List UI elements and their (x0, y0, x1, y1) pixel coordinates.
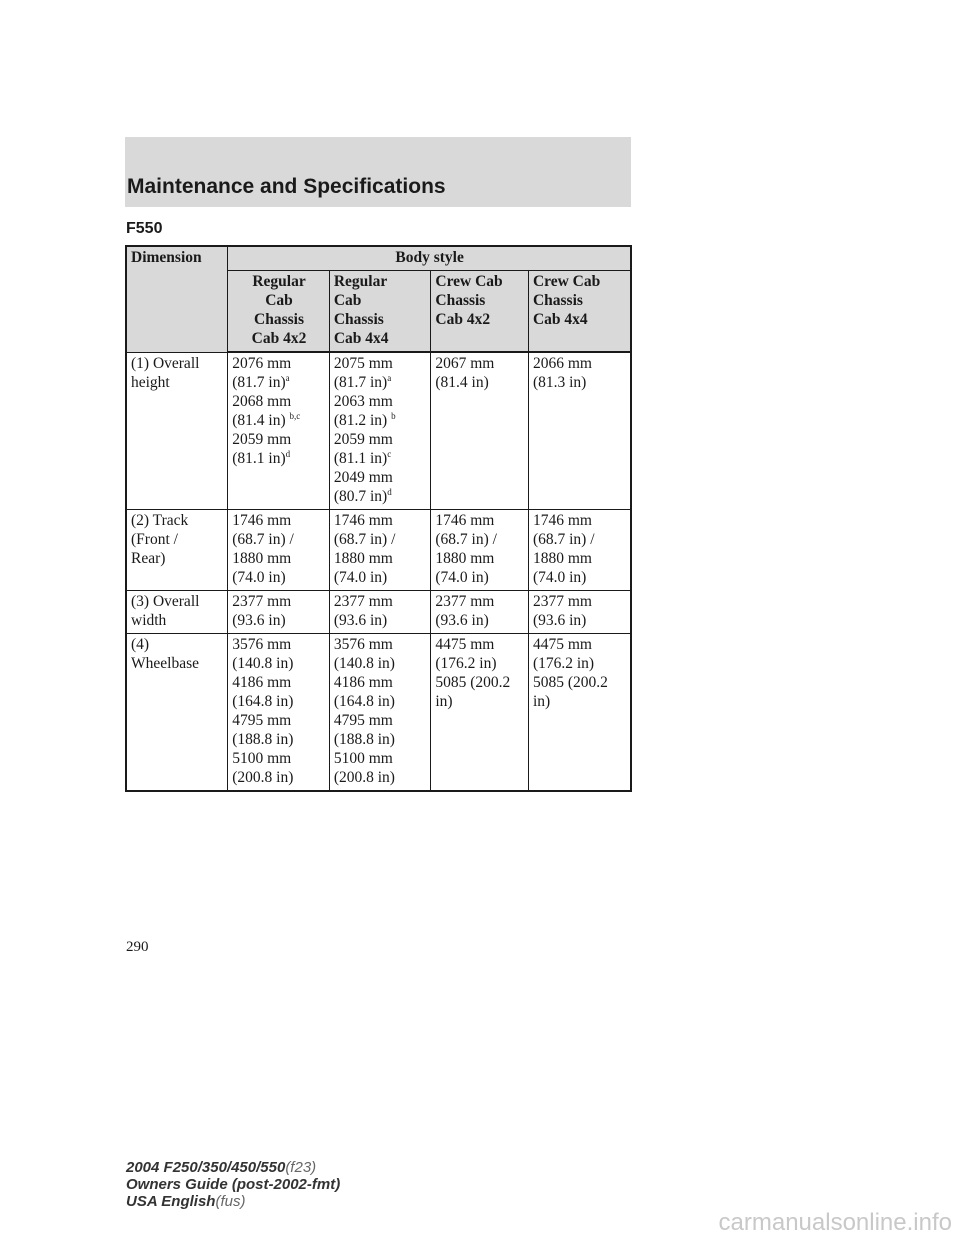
cell-line (533, 611, 627, 630)
cell-line (334, 692, 428, 711)
row-label-line: Wheelbase (131, 655, 199, 672)
cell-value: (80.7 in) (333, 488, 388, 505)
column-header-line: Crew Cab (532, 273, 601, 290)
cell-value: 2067 mm (435, 355, 495, 372)
cell-line (435, 673, 525, 692)
cell-value: in) (435, 693, 453, 710)
cell-line (435, 530, 525, 549)
cell-value: 1746 mm (232, 512, 292, 529)
cell-value: (81.7 in) (333, 374, 388, 391)
cell-value: (140.8 in) (232, 655, 294, 672)
cell-value: (74.0 in) (435, 569, 489, 586)
cell-value: (81.1 in) (333, 450, 388, 467)
cell-line (334, 392, 428, 411)
footnote-marker: a (285, 372, 290, 383)
footer-model: 2004 F250/350/450/550 (126, 1159, 286, 1176)
cell-line (232, 530, 326, 549)
cell-value: 1880 mm (333, 550, 393, 567)
cell-value: (93.6 in) (232, 612, 286, 629)
model-heading: F550 (126, 220, 163, 237)
column-header-line: Cab (265, 292, 293, 309)
cell-value: in) (532, 693, 551, 710)
table-row (126, 591, 631, 634)
cell-line (435, 654, 525, 673)
cell-value: (81.2 in) (333, 412, 392, 429)
cell-line (232, 511, 326, 530)
row-label-line: (2) Track (131, 512, 189, 529)
cell-line (334, 749, 428, 768)
document-footer (126, 1159, 340, 1210)
column-header-line: Cab 4x4 (333, 330, 389, 347)
cell-value: (68.7 in) / (435, 531, 497, 548)
cell-line (232, 611, 326, 630)
footer-language-code: (fus) (215, 1193, 246, 1210)
cell-value: (81.1 in) (232, 450, 286, 467)
cell-line (334, 411, 428, 430)
column-header-line: Cab 4x4 (532, 311, 588, 328)
cell-value: 1746 mm (333, 512, 393, 529)
cell-line (435, 549, 525, 568)
cell-line (533, 549, 627, 568)
cell-value: 1746 mm (532, 512, 592, 529)
section-header-band (125, 137, 631, 207)
cell-line (334, 354, 428, 373)
cell-line (334, 673, 428, 692)
row-label (126, 510, 228, 591)
column-header (431, 271, 529, 353)
row-label (126, 352, 228, 510)
table-cell (431, 634, 529, 792)
page-number: 290 (126, 939, 149, 955)
body-style-header: Body style (228, 246, 631, 271)
cell-value: (200.8 in) (333, 769, 395, 786)
cell-value: (74.0 in) (232, 569, 286, 586)
cell-line (533, 673, 627, 692)
cell-value: (74.0 in) (333, 569, 388, 586)
cell-line (232, 749, 326, 768)
footnote-marker: a (387, 372, 392, 383)
cell-line (232, 392, 326, 411)
footnote-marker: b,c (289, 410, 301, 421)
table-cell (528, 591, 631, 634)
cell-value: (140.8 in) (333, 655, 395, 672)
cell-value: 2066 mm (532, 355, 592, 372)
table-cell (329, 591, 431, 634)
cell-value: 2059 mm (232, 431, 292, 448)
cell-value: (68.7 in) / (232, 531, 294, 548)
cell-line (334, 487, 428, 506)
table-cell (528, 352, 631, 510)
cell-line (232, 430, 326, 449)
dimensions-table (125, 245, 632, 792)
row-label-line: height (131, 373, 170, 391)
cell-value: 2377 mm (435, 593, 495, 610)
cell-line (334, 449, 428, 468)
cell-line (334, 373, 428, 392)
column-header-line: Chassis (435, 292, 486, 309)
cell-line (533, 654, 627, 673)
table-row (126, 352, 631, 510)
column-header-line: Crew Cab (435, 273, 503, 290)
table-cell (228, 352, 330, 510)
cell-value: 2049 mm (333, 469, 393, 486)
column-header-line: Chassis (333, 311, 384, 328)
cell-value: 2076 mm (232, 355, 292, 372)
row-label-line: (Front / (131, 531, 178, 548)
cell-line (232, 568, 326, 587)
cell-value: (81.7 in) (232, 374, 286, 391)
column-header-line: Regular (333, 273, 388, 290)
cell-value: 4795 mm (333, 712, 393, 729)
cell-line (232, 711, 326, 730)
cell-value: 4475 mm (532, 636, 592, 653)
cell-value: 4186 mm (232, 674, 292, 691)
dimension-header: Dimension (126, 246, 228, 352)
cell-line (435, 692, 525, 711)
column-header-line: Cab 4x2 (251, 330, 307, 347)
cell-line (334, 611, 428, 630)
table-cell (431, 352, 529, 510)
table-cell (228, 510, 330, 591)
cell-line (232, 354, 326, 373)
cell-value: 4475 mm (435, 636, 495, 653)
cell-line (435, 568, 525, 587)
row-label-line: (4) (131, 636, 150, 653)
cell-value: (188.8 in) (333, 731, 395, 748)
cell-value: 2063 mm (333, 393, 393, 410)
cell-line (232, 654, 326, 673)
row-label-line: (3) Overall (131, 593, 200, 610)
cell-line (435, 373, 525, 392)
cell-value: 5100 mm (232, 750, 292, 767)
cell-value: 2377 mm (232, 593, 292, 610)
cell-value: 2377 mm (532, 593, 592, 610)
cell-line (232, 592, 326, 611)
column-header-line: Cab 4x2 (435, 311, 491, 328)
cell-value: 3576 mm (232, 636, 292, 653)
footnote-marker: c (387, 448, 392, 459)
cell-value: (81.4 in) (435, 374, 489, 391)
footnote-marker: b (391, 410, 396, 421)
table-cell (228, 634, 330, 792)
cell-value: 1880 mm (232, 550, 292, 567)
cell-value: (93.6 in) (435, 612, 489, 629)
cell-line (533, 568, 627, 587)
cell-line (334, 511, 428, 530)
cell-line (334, 768, 428, 787)
cell-value: 5085 (200.2 (532, 674, 608, 691)
column-header-line: Regular (252, 273, 306, 290)
cell-value: (164.8 in) (333, 693, 395, 710)
cell-value: 2059 mm (333, 431, 393, 448)
watermark: carmanualsonline.info (718, 1209, 952, 1236)
cell-value: 2377 mm (333, 593, 393, 610)
cell-value: (74.0 in) (532, 569, 587, 586)
cell-line (533, 530, 627, 549)
cell-value: 5085 (200.2 (435, 674, 511, 691)
column-header (228, 271, 330, 353)
row-label (126, 634, 228, 792)
cell-value: 4186 mm (333, 674, 393, 691)
cell-value: 2068 mm (232, 393, 292, 410)
cell-line (435, 611, 525, 630)
cell-value: (200.8 in) (232, 769, 294, 786)
cell-line (334, 711, 428, 730)
footnote-marker: d (285, 448, 291, 459)
cell-line (334, 592, 428, 611)
cell-value: (164.8 in) (232, 693, 294, 710)
footnote-marker: d (387, 486, 392, 497)
column-header (329, 271, 431, 353)
cell-line (232, 411, 326, 430)
column-header-line: Chassis (532, 292, 583, 309)
cell-line (334, 654, 428, 673)
footer-model-code: (f23) (285, 1159, 317, 1176)
cell-value: (81.3 in) (532, 374, 587, 391)
cell-line (334, 549, 428, 568)
cell-line (533, 692, 627, 711)
cell-line (533, 354, 627, 373)
cell-line (435, 354, 525, 373)
cell-line (435, 592, 525, 611)
cell-line (232, 373, 326, 392)
cell-line (435, 511, 525, 530)
cell-value: 4795 mm (232, 712, 292, 729)
cell-value: (68.7 in) / (532, 531, 595, 548)
cell-line (435, 635, 525, 654)
cell-value: 1880 mm (435, 550, 495, 567)
cell-line (232, 730, 326, 749)
row-label-line: (1) Overall (131, 354, 200, 372)
row-label-line: width (131, 612, 167, 629)
table-cell (329, 510, 431, 591)
cell-line (533, 635, 627, 654)
table-cell (329, 352, 431, 510)
table-row (126, 510, 631, 591)
cell-line (334, 530, 428, 549)
table-cell (431, 510, 529, 591)
cell-value: (93.6 in) (333, 612, 388, 629)
column-header (528, 271, 631, 353)
cell-line (533, 592, 627, 611)
table-cell (528, 634, 631, 792)
cell-line (232, 768, 326, 787)
cell-line (232, 449, 326, 468)
cell-value: 2075 mm (333, 355, 393, 372)
footer-language: USA English (126, 1193, 216, 1210)
cell-line (232, 635, 326, 654)
cell-value: 1746 mm (435, 512, 495, 529)
row-label (126, 591, 228, 634)
cell-line (334, 568, 428, 587)
table-cell (528, 510, 631, 591)
table-row (126, 634, 631, 792)
cell-line (232, 673, 326, 692)
column-header-line: Cab (333, 292, 362, 309)
cell-value: 5100 mm (333, 750, 393, 767)
cell-value: 3576 mm (333, 636, 393, 653)
column-header-line: Chassis (254, 311, 305, 328)
cell-line (533, 373, 627, 392)
cell-value: (188.8 in) (232, 731, 294, 748)
cell-line (232, 549, 326, 568)
section-title: Maintenance and Specifications (127, 175, 446, 198)
table-cell (431, 591, 529, 634)
cell-line (334, 430, 428, 449)
cell-value: (68.7 in) / (333, 531, 396, 548)
cell-value: (93.6 in) (532, 612, 587, 629)
cell-line (334, 730, 428, 749)
cell-value: (176.2 in) (435, 655, 497, 672)
row-label-line: Rear) (131, 550, 166, 567)
cell-value: (81.4 in) (232, 412, 290, 429)
cell-line (334, 468, 428, 487)
cell-value: 1880 mm (532, 550, 592, 567)
cell-line (232, 692, 326, 711)
table-cell (228, 591, 330, 634)
footer-guide: Owners Guide (post-2002-fmt) (126, 1176, 341, 1193)
cell-line (533, 511, 627, 530)
cell-line (334, 635, 428, 654)
cell-value: (176.2 in) (532, 655, 595, 672)
table-cell (329, 634, 431, 792)
